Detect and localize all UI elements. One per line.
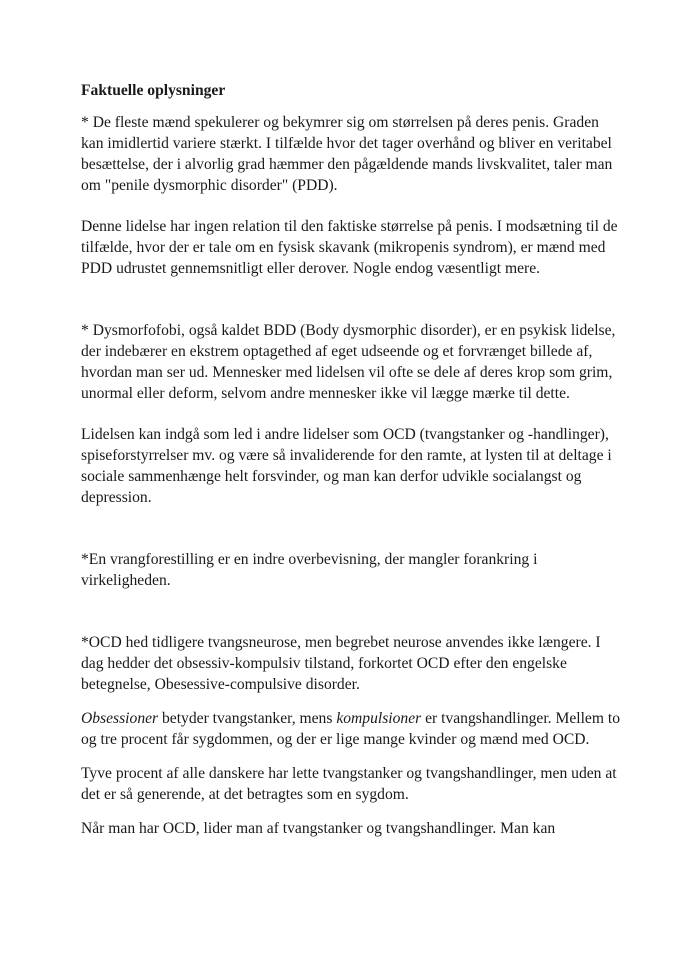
term-kompulsioner: kompulsioner (336, 710, 422, 727)
paragraph-ocd-symptoms: Når man har OCD, lider man af tvangstanker og tvangshandlinger. Man kan (81, 820, 556, 837)
paragraph-text: betyder tvangstanker, mens (158, 710, 337, 727)
document-page (81, 80, 621, 839)
page-title: Faktuelle oplysninger (81, 82, 226, 99)
paragraph-pdd-size: Denne lidelse har ingen relation til den faktiske størrelse på penis. I modsætning til de tilfælde, hvor der er tale om en fysisk skavank (mikropenis syndrom), er mænd med PDD udrustet gennemsnitligt eller derover. Nogle endog væsentligt mere. (81, 218, 618, 277)
paragraph-ocd-prevalence: Tyve procent af alle danskere har lette tvangstanker og tvangshandlinger, men uden at det er så generende, at det betragtes som en sygdom. (81, 765, 617, 803)
paragraph-bdd-definition: * Dysmorfofobi, også kaldet BDD (Body dysmorphic disorder), er en psykisk lidelse, der indebærer en ekstrem optagethed af eget udseende og et forvrænget billede af, hvordan man ser ud. Mennesker med lidelsen vil ofte se dele af deres krop som grim, unormal eller deform, selvom andre mennesker ikke vil lægge mærke til dette. (81, 322, 616, 402)
paragraph-pdd-intro: * De fleste mænd spekulerer og bekymrer sig om størrelsen på deres penis. Graden kan imidlertid variere stærkt. I tilfælde hvor det tager overhånd og bliver en veritabel besættelse, der i alvorlig grad hæmmer den pågældende mands livskvalitet, taler man om "penile dysmorphic disorder" (PDD). (81, 114, 613, 194)
paragraph-ocd-history: *OCD hed tidligere tvangsneurose, men begrebet neurose anvendes ikke længere. I dag hedder det obsessiv-kompulsiv tilstand, forkortet OCD efter den engelske betegnelse, Obesessive-compulsive disorder. (81, 634, 601, 693)
paragraph-bdd-consequences: Lidelsen kan indgå som led i andre lidelser som OCD (tvangstanker og -handlinger), spiseforstyrrelser mv. og være så invaliderende for den ramte, at lysten til at deltage i sociale sammenhænge helt forsvinder, og man kan derfor udvikle socialangst og depression. (81, 426, 612, 506)
term-obsessioner: Obsessioner (81, 710, 159, 727)
paragraph-ocd-terms (81, 708, 621, 750)
paragraph-delusion: *En vrangforestilling er en indre overbevisning, der mangler forankring i virkeligheden. (81, 551, 538, 589)
paragraph-text: er tvangshandlinger. Mellem to og tre procent får sygdommen, og der er lige mange kvinder og mænd med OCD. (81, 710, 620, 748)
